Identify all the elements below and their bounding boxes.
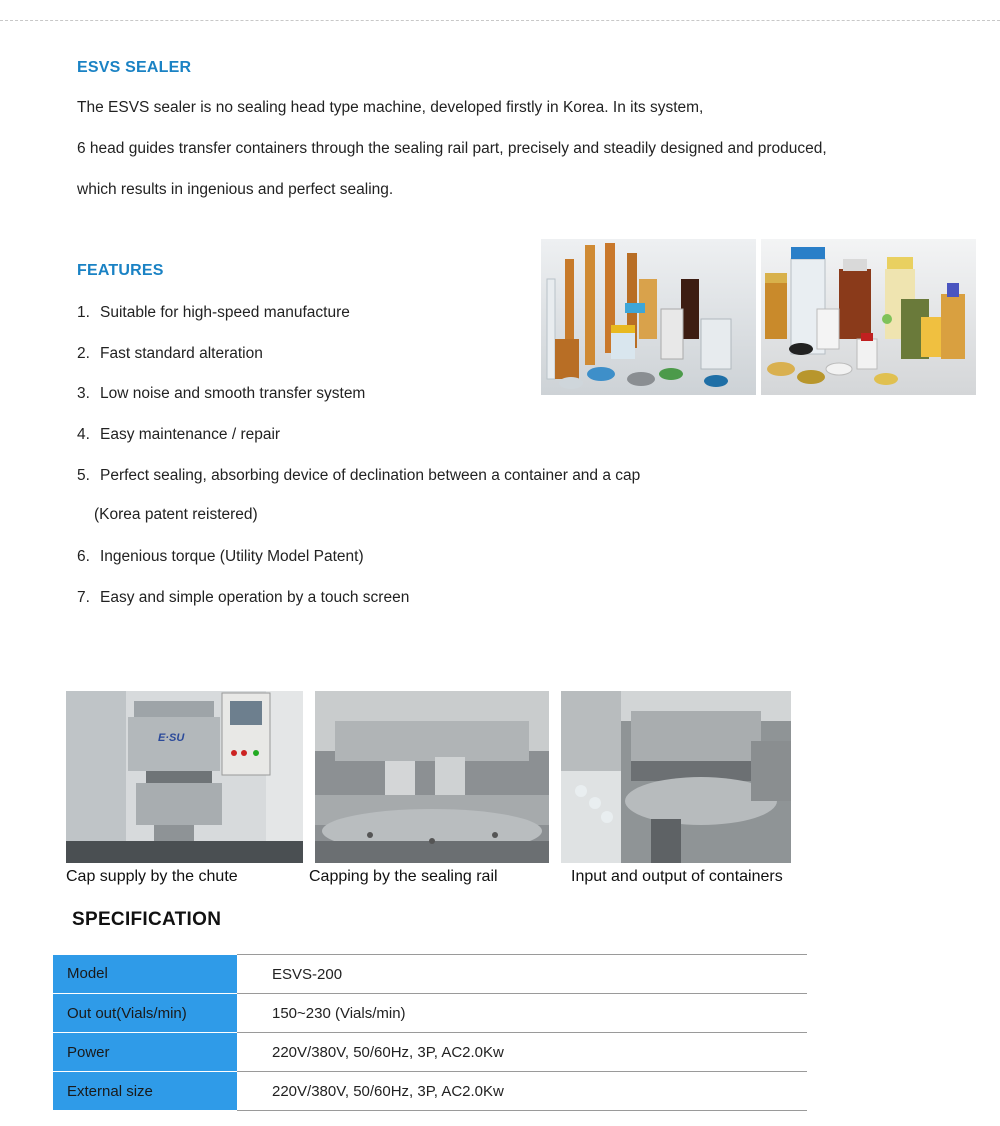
intro-line-2: 6 head guides transfer containers through the sealing rail part, precisely and steadily designed and produced, <box>77 140 827 157</box>
intro-line-1: The ESVS sealer is no sealing head type machine, developed firstly in Korea. In its system, <box>77 99 704 116</box>
feature-item <box>77 426 280 444</box>
feature-number: 7. <box>77 589 90 606</box>
table-row <box>53 1033 807 1072</box>
feature-text: (Korea patent reistered) <box>94 506 258 523</box>
spec-value: 220V/380V, 50/60Hz, 3P, AC2.0Kw <box>237 1033 807 1072</box>
feature-number: 6. <box>77 548 90 565</box>
vials-ampoules-photo <box>541 239 756 395</box>
feature-text: Easy and simple operation by a touch screen <box>100 589 410 606</box>
spec-label: Model <box>53 955 237 994</box>
feature-item <box>77 385 365 403</box>
table-row <box>53 1072 807 1111</box>
feature-item <box>77 467 640 485</box>
feature-text: Easy maintenance / repair <box>100 426 281 443</box>
bottles-caps-photo <box>761 239 976 395</box>
feature-number: 2. <box>77 345 90 362</box>
feature-text: Ingenious torque (Utility Model Patent) <box>100 548 364 565</box>
feature-item <box>77 304 350 322</box>
feature-item <box>77 548 364 566</box>
caption-cap-supply: Cap supply by the chute <box>66 868 238 885</box>
intro-title: ESVS SEALER <box>77 59 192 76</box>
sealing-rail-photo <box>315 691 549 863</box>
machine-brand-label: E·SU <box>158 732 185 744</box>
table-row <box>53 994 807 1033</box>
spec-value: 150~230 (Vials/min) <box>237 994 807 1033</box>
feature-text: Suitable for high-speed manufacture <box>100 304 350 321</box>
spec-label: External size <box>53 1072 237 1111</box>
feature-item <box>77 589 409 607</box>
feature-number: 4. <box>77 426 90 443</box>
specification-table <box>53 954 807 1111</box>
spec-label: Out out(Vials/min) <box>53 994 237 1033</box>
features-title: FEATURES <box>77 262 164 279</box>
feature-item-continuation <box>94 506 258 524</box>
spec-value: ESVS-200 <box>237 955 807 994</box>
spec-label: Power <box>53 1033 237 1072</box>
feature-text: Perfect sealing, absorbing device of declination between a container and a cap <box>100 467 641 484</box>
spec-value: 220V/380V, 50/60Hz, 3P, AC2.0Kw <box>237 1072 807 1111</box>
feature-number: 5. <box>77 467 90 484</box>
table-row <box>53 955 807 994</box>
feature-text: Fast standard alteration <box>100 345 263 362</box>
caption-input-output: Input and output of containers <box>571 868 783 885</box>
top-dashed-divider <box>0 20 1000 21</box>
cap-supply-chute-photo <box>66 691 303 863</box>
specification-title: SPECIFICATION <box>72 909 222 930</box>
feature-text: Low noise and smooth transfer system <box>100 385 366 402</box>
input-output-photo <box>561 691 791 863</box>
intro-line-3: which results in ingenious and perfect sealing. <box>77 181 394 198</box>
feature-number: 3. <box>77 385 90 402</box>
feature-number: 1. <box>77 304 90 321</box>
caption-capping: Capping by the sealing rail <box>309 868 498 885</box>
feature-item <box>77 345 263 363</box>
